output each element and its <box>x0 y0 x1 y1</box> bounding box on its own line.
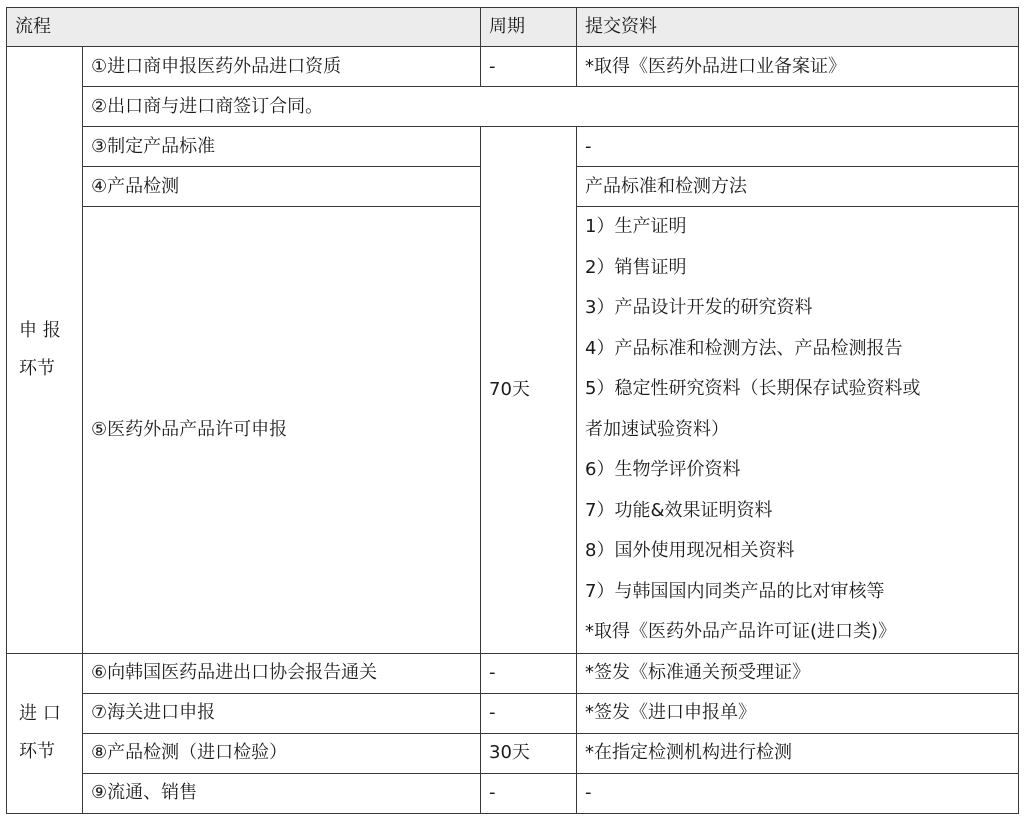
docs-cell: *签发《标准通关预受理证》 <box>577 653 1019 693</box>
license-doc-item: 8）国外使用现况相关资料 <box>585 540 795 561</box>
stage-declaration <box>7 47 83 654</box>
step-cell: ①进口商申报医药外品进口资质 <box>83 47 481 87</box>
header-docs: 提交资料 <box>577 8 1019 47</box>
header-process: 流程 <box>7 8 481 47</box>
license-doc-item: 7）与韩国国内同类产品的比对审核等 <box>585 580 885 602</box>
cycle-cell: - <box>481 47 577 87</box>
stage-import-line1: 进 口 <box>19 703 61 724</box>
license-doc-item: 4）产品标准和检测方法、产品检测报告 <box>585 337 903 359</box>
cycle-cell: - <box>481 693 577 733</box>
table-row <box>7 653 1019 693</box>
header-row <box>7 8 1019 47</box>
step-cell: ⑤医药外品产品许可申报 <box>83 207 481 654</box>
docs-cell: *取得《医药外品进口业备案证》 <box>577 47 1019 87</box>
license-doc-item: 3）产品设计开发的研究资料 <box>585 297 813 318</box>
table-row <box>7 47 1019 87</box>
license-doc-item: *取得《医药外品产品许可证(进口类)》 <box>585 621 897 642</box>
cycle-cell: - <box>481 653 577 693</box>
cycle-cell: 30天 <box>481 733 577 773</box>
license-doc-item: 7）功能&效果证明资料 <box>585 499 773 521</box>
step-cell: ②出口商与进口商签订合同。 <box>83 87 1019 127</box>
docs-cell: *在指定检测机构进行检测 <box>577 733 1019 773</box>
docs-cell: *签发《进口申报单》 <box>577 693 1019 733</box>
docs-cell: - <box>577 773 1019 813</box>
stage-declaration-line2: 环节 <box>19 357 55 379</box>
cycle-cell: - <box>481 773 577 813</box>
stage-declaration-line1: 申 报 <box>19 319 61 341</box>
header-cycle: 周期 <box>481 8 577 47</box>
step-cell: ⑨流通、销售 <box>83 773 481 813</box>
step-cell: ⑧产品检测（进口检验） <box>83 733 481 773</box>
table-row <box>7 127 1019 167</box>
step-cell: ④产品检测 <box>83 167 481 207</box>
table-row <box>7 733 1019 773</box>
stage-import <box>7 653 83 813</box>
license-doc-item: 者加速试验资料） <box>585 418 729 440</box>
license-doc-item: 1）生产证明 <box>585 216 687 237</box>
license-doc-item: 6）生物学评价资料 <box>585 459 741 480</box>
step-cell: ⑦海关进口申报 <box>83 693 481 733</box>
table-row <box>7 693 1019 733</box>
license-doc-item: 5）稳定性研究资料（长期保存试验资料或 <box>585 378 921 399</box>
table-row <box>7 87 1019 127</box>
docs-cell: - <box>577 127 1019 167</box>
step-cell: ⑥向韩国医药品进出口协会报告通关 <box>83 653 481 693</box>
docs-cell: 产品标准和检测方法 <box>577 167 1019 207</box>
import-process-table <box>6 7 1019 814</box>
license-doc-item: 2）销售证明 <box>585 256 687 278</box>
stage-import-line2: 环节 <box>19 741 55 762</box>
step-cell: ③制定产品标准 <box>83 127 481 167</box>
cycle-cell: 70天 <box>481 127 577 654</box>
license-docs-cell <box>577 207 1019 654</box>
table-row <box>7 773 1019 813</box>
